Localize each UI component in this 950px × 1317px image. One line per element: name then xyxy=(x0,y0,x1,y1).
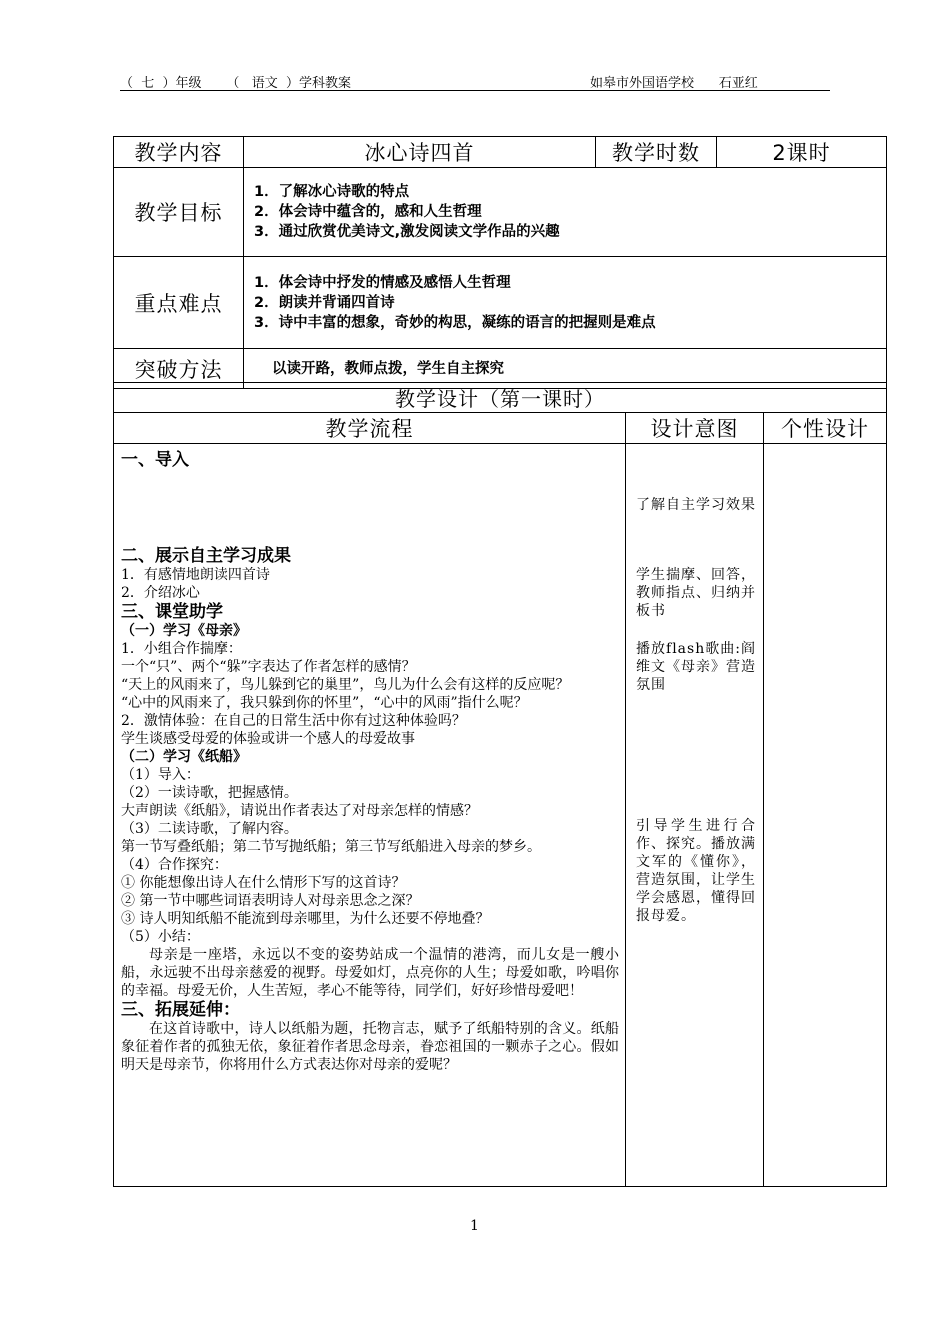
lesson-info-table xyxy=(113,136,887,389)
lesson-design-table xyxy=(113,382,887,1187)
flow-line: 2．介绍冰心 xyxy=(121,585,200,601)
design-title: 教学设计（第一课时） xyxy=(114,383,887,413)
page-number: 1 xyxy=(470,1218,479,1234)
flow-line: ① 你能想像出诗人在什么情形下写的这首诗？ xyxy=(121,875,406,891)
goal-item: 1．了解冰心诗歌的特点 xyxy=(254,184,410,200)
method-label: 突破方法 xyxy=(114,349,244,389)
flow-line: ③ 诗人明知纸船不能流到母亲哪里，为什么还要不停地叠？ xyxy=(121,911,490,927)
method-value: 以读开路，教师点拨，学生自主探究 xyxy=(244,349,887,389)
key-item: 2．朗读并背诵四首诗 xyxy=(254,294,395,311)
content-value: 冰心诗四首 xyxy=(244,137,596,168)
flow-line: （3）二读诗歌，了解内容。 xyxy=(121,821,298,837)
goal-item: 3．通过欣赏优美诗文,激发阅读文学作品的兴趣 xyxy=(254,224,560,240)
sub-section-mother: （一）学习《母亲》 xyxy=(121,623,247,639)
hours-label: 教学时数 xyxy=(596,137,717,168)
key-label: 重点难点 xyxy=(114,257,244,349)
intent-note: 了解自主学习效果 xyxy=(636,497,756,513)
summary-paragraph: 母亲是一座塔，永远以不变的姿势站成一个温情的港湾，而儿女是一艘小船，永远驶不出母亲慈爱的视野。母爱如灯，点亮你的人生；母爱如歌，吟唱你的幸福。母爱无价，人生苦短，孝心不能等待，同学们，好好珍惜母爱吧！ xyxy=(121,947,619,999)
hours-value: 2课时 xyxy=(717,137,887,168)
page-header xyxy=(120,70,830,91)
key-item: 1．体会诗中抒发的情感及感悟人生哲理 xyxy=(254,274,511,291)
intent-note: 播放flash歌曲:阎维文《母亲》营造氛围 xyxy=(636,641,756,693)
goal-item: 2．体会诗中蕴含的，感和人生哲理 xyxy=(254,204,482,220)
sub-section-paper-boat: （二）学习《纸船》 xyxy=(121,749,247,765)
flow-line: 学生谈感受母爱的体验或讲一个感人的母爱故事 xyxy=(121,731,415,747)
section-show: 二、展示自主学习成果 xyxy=(121,546,291,566)
col-header-intent: 设计意图 xyxy=(626,413,764,444)
flow-line: （1）导入： xyxy=(121,767,200,783)
intent-cell xyxy=(626,444,764,1187)
flow-line: （2）一读诗歌，把握感情。 xyxy=(121,785,298,801)
flow-line: 1．有感情地朗读四首诗 xyxy=(121,567,270,583)
extension-paragraph: 在这首诗歌中，诗人以纸船为题，托物言志，赋予了纸船特别的含义。纸船象征着作者的孤独无依，象征着作者思念母亲，眷恋祖国的一颗赤子之心。假如明天是母亲节，你将用什么方式表达你对母亲的爱呢？ xyxy=(121,1021,619,1073)
flow-line: “心中的风雨来了，我只躲到你的怀里”，“心中的风雨”指什么呢？ xyxy=(121,695,528,711)
section-intro: 一、导入 xyxy=(121,450,189,470)
key-list xyxy=(244,257,887,349)
col-header-flow: 教学流程 xyxy=(114,413,626,444)
flow-line: （5）小结： xyxy=(121,929,200,945)
flow-line: 1．小组合作揣摩： xyxy=(121,641,242,657)
goals-list xyxy=(244,168,887,257)
header-school-author: 如皋市外国语学校 石亚红 xyxy=(590,76,758,91)
flow-line: “天上的风雨来了，鸟儿躲到它的巢里”，鸟儿为什么会有这样的反应呢？ xyxy=(121,677,570,693)
header-grade-subject: （ 七 ）年级 （ 语文 ）学科教案 xyxy=(120,76,351,91)
personal-design-cell xyxy=(764,444,887,1187)
flow-cell xyxy=(114,444,626,1187)
content-label: 教学内容 xyxy=(114,137,244,168)
intent-note: 学生揣摩、回答，教师指点、归纳并板书 xyxy=(636,567,756,619)
section-class: 三、课堂助学 xyxy=(121,602,223,622)
key-item: 3．诗中丰富的想象，奇妙的构思，凝练的语言的把握则是难点 xyxy=(254,314,656,331)
flow-line: 第一节写叠纸船；第二节写抛纸船；第三节写纸船进入母亲的梦乡。 xyxy=(121,839,541,855)
intent-note: 引导学生进行合作、探究。播放满文军的《懂你》，营造氛围，让学生学会感恩，懂得回报母爱。 xyxy=(636,818,756,924)
flow-line: （4）合作探究： xyxy=(121,857,228,873)
flow-line: 一个“只”、两个“躲”字表达了作者怎样的感情？ xyxy=(121,659,416,675)
col-header-personal: 个性设计 xyxy=(764,413,887,444)
flow-line: 大声朗读《纸船》，请说出作者表达了对母亲怎样的情感？ xyxy=(121,803,478,819)
goals-label: 教学目标 xyxy=(114,168,244,257)
flow-line: ② 第一节中哪些词语表明诗人对母亲思念之深？ xyxy=(121,893,420,909)
section-extension: 三、拓展延伸： xyxy=(121,1000,240,1020)
flow-line: 2．激情体验：在自己的日常生活中你有过这种体验吗？ xyxy=(121,713,466,729)
